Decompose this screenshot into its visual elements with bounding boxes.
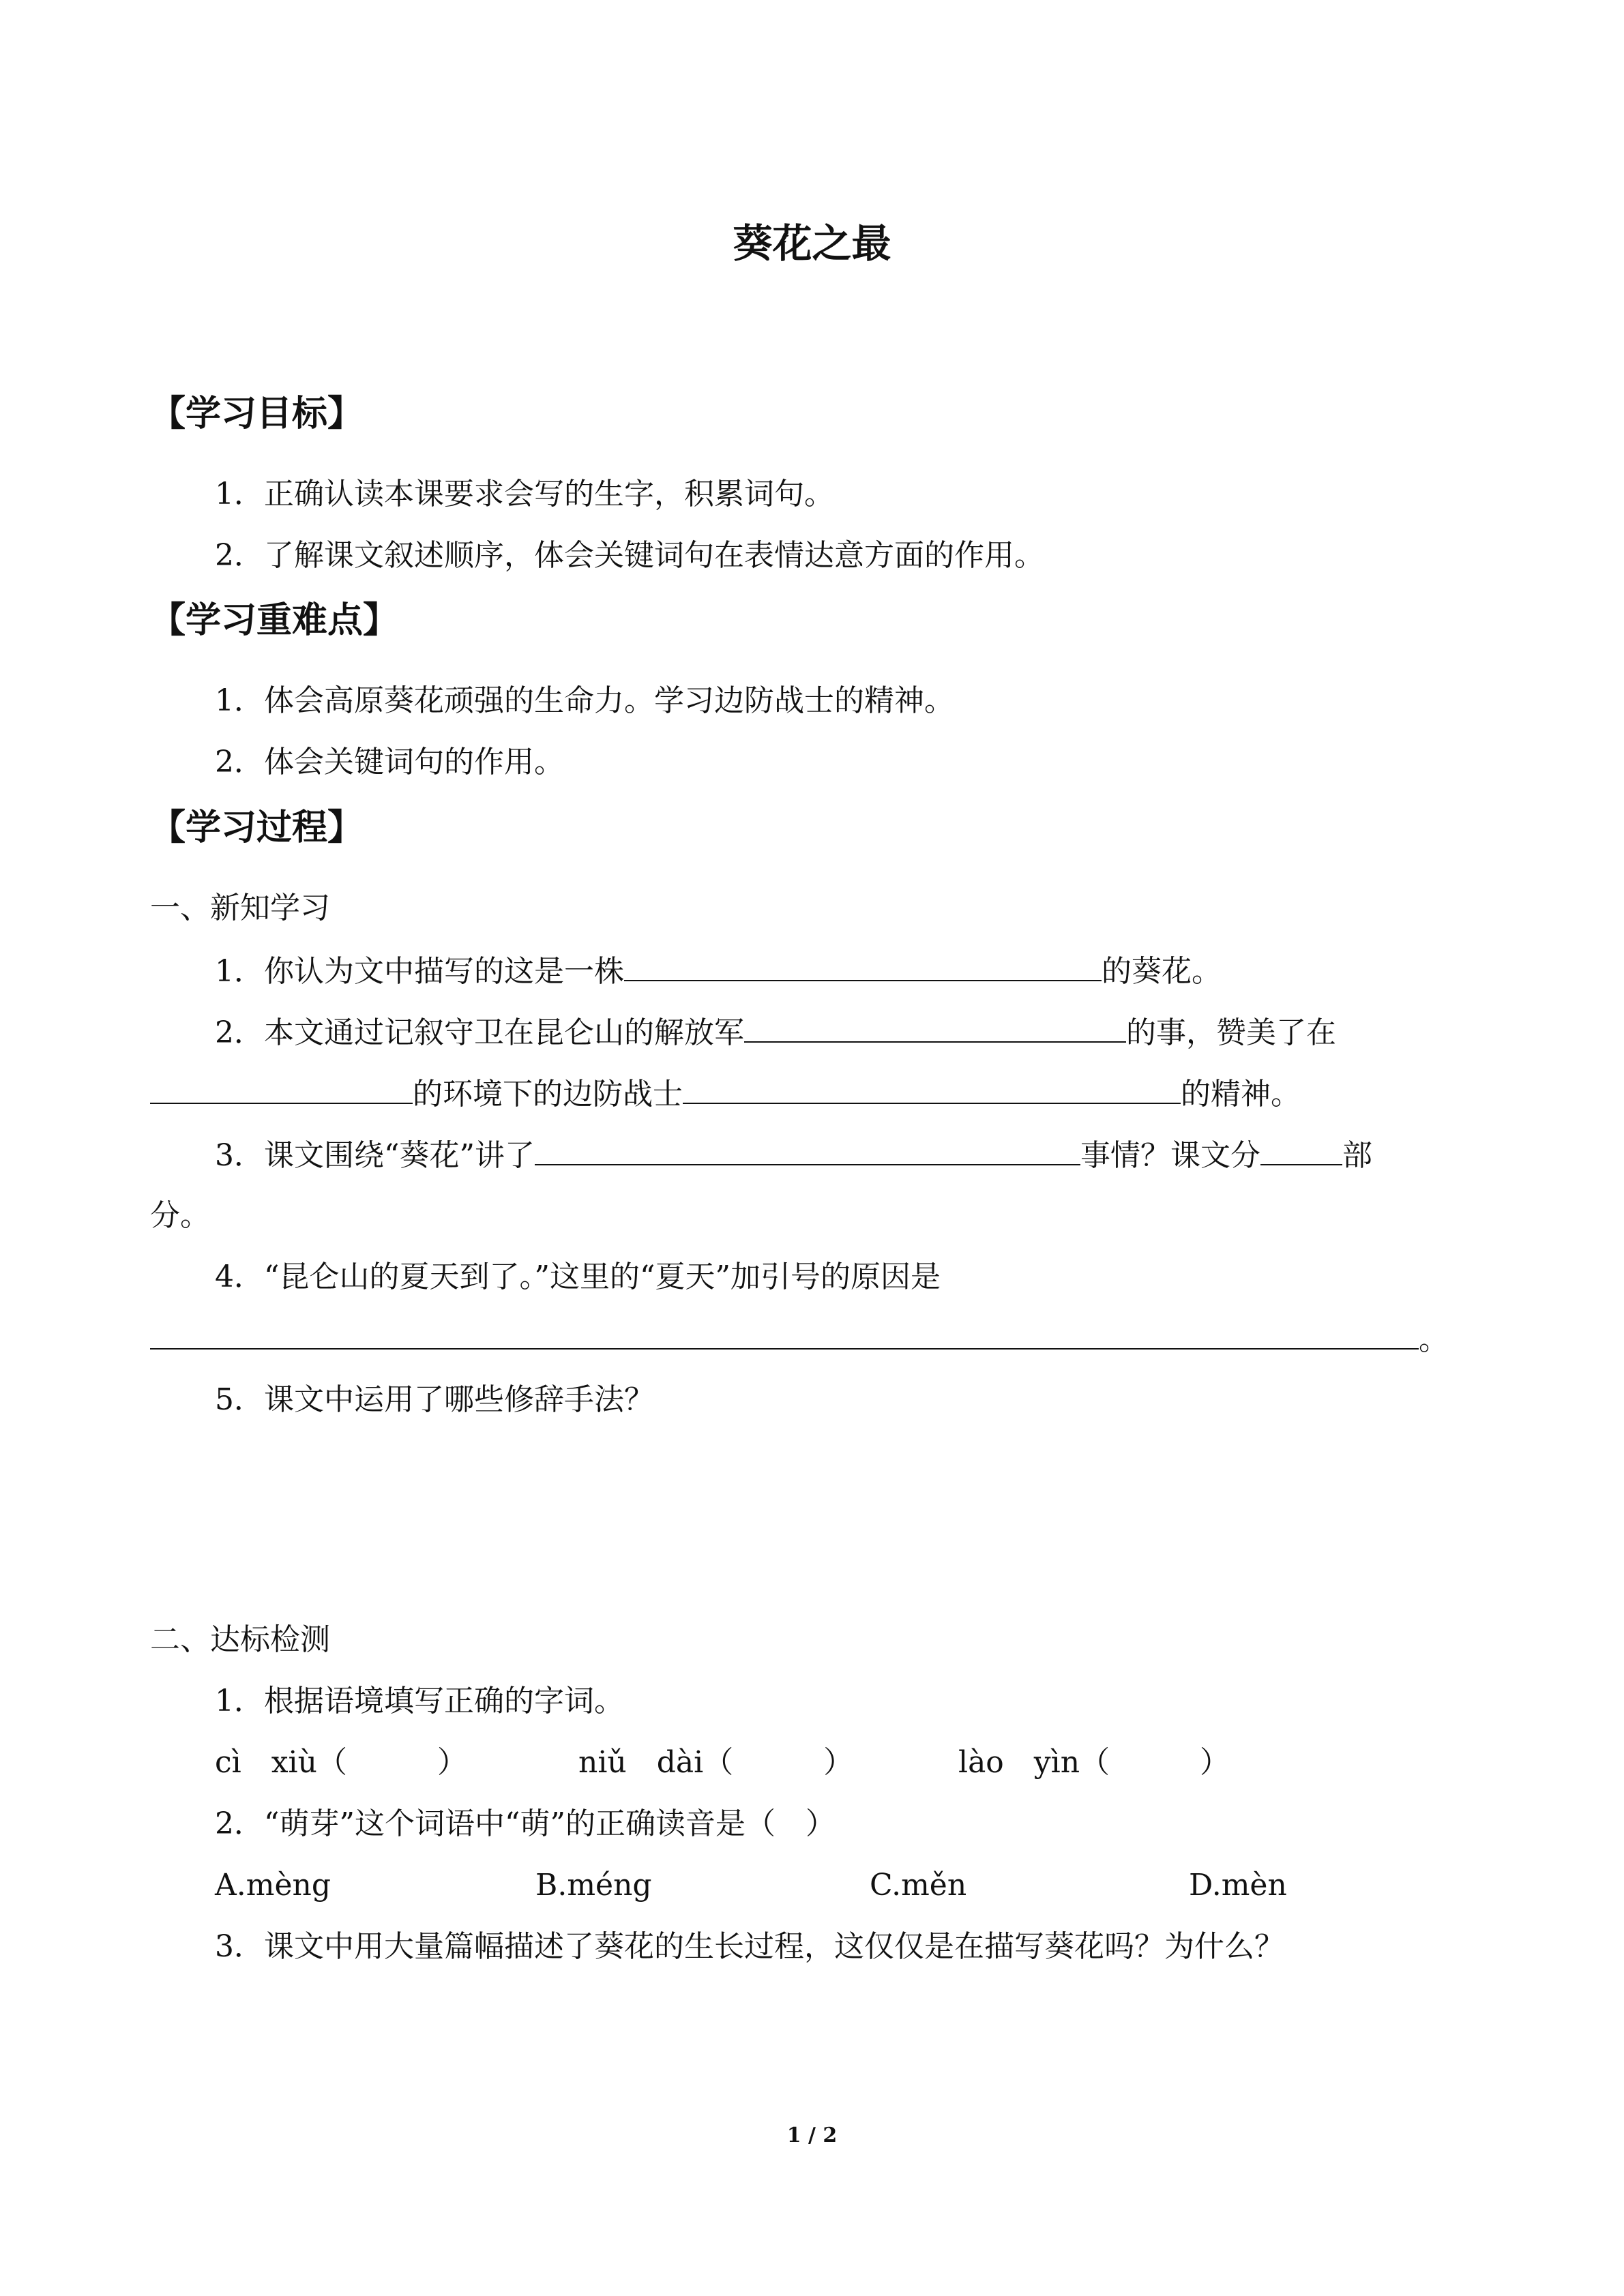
question-text: 的精神。 <box>1181 1077 1301 1112</box>
question-text: 。 <box>1419 1322 1449 1357</box>
question-1-4-answer-line <box>150 1318 1449 1360</box>
answer-blank[interactable] <box>624 950 1102 981</box>
goal-item-1: 1．正确认读本课要求会写的生字，积累词句。 <box>215 477 834 511</box>
option-c: C.měn <box>870 1868 967 1903</box>
option-a: A.mèng <box>215 1868 331 1903</box>
pinyin-item-3: lào yìn（ ） <box>958 1745 1230 1780</box>
question-text: 的事，赞美了在 <box>1126 1015 1336 1050</box>
question-text: 3．课文围绕“葵花”讲了 <box>215 1138 535 1173</box>
question-1-3 <box>215 1134 1372 1176</box>
question-text: 事情？课文分 <box>1080 1138 1260 1173</box>
answer-blank[interactable] <box>150 1318 1419 1350</box>
pinyin-item-1: cì xiù（ ） <box>215 1745 467 1780</box>
question-2-1: 1．根据语境填写正确的字词。 <box>215 1684 624 1718</box>
question-1-2 <box>215 1011 1336 1054</box>
question-2-2: 2．“萌芽”这个词语中“萌”的正确读音是（ ） <box>215 1806 836 1841</box>
pinyin-item-2: niǔ dài（ ） <box>578 1745 854 1780</box>
option-b: B.méng <box>535 1868 652 1903</box>
page-number: 1 / 2 <box>786 2123 838 2147</box>
question-1-2-continued <box>150 1073 1301 1115</box>
part1-heading: 一、新知学习 <box>150 891 330 925</box>
part2-heading: 二、达标检测 <box>150 1622 330 1657</box>
question-1-5: 5．课文中运用了哪些修辞手法？ <box>215 1382 654 1417</box>
answer-blank[interactable] <box>535 1134 1080 1165</box>
question-text: 1．你认为文中描写的这是一株 <box>215 954 624 989</box>
question-2-3: 3．课文中用大量篇幅描述了葵花的生长过程，这仅仅是在描写葵花吗？为什么？ <box>215 1929 1284 1964</box>
page-title: 葵花之最 <box>733 220 891 267</box>
question-text: 部 <box>1342 1138 1372 1173</box>
key-point-item-1: 1．体会高原葵花顽强的生命力。学习边防战士的精神。 <box>215 683 954 718</box>
key-point-item-2: 2．体会关键词句的作用。 <box>215 745 564 779</box>
option-d: D.mèn <box>1189 1868 1287 1903</box>
section-heading-key-points: 【学习重难点】 <box>150 600 399 641</box>
question-text: 的葵花。 <box>1102 954 1222 989</box>
question-1-1 <box>215 950 1222 992</box>
question-text: 的环境下的边防战士 <box>413 1077 683 1112</box>
question-1-4: 4．“昆仑山的夏天到了。”这里的“夏天”加引号的原因是 <box>215 1259 941 1294</box>
section-heading-process: 【学习过程】 <box>150 807 364 848</box>
question-1-3-continued: 分。 <box>150 1198 210 1233</box>
section-heading-goals: 【学习目标】 <box>150 393 364 434</box>
question-text: 2．本文通过记叙守卫在昆仑山的解放军 <box>215 1015 744 1050</box>
answer-blank[interactable] <box>150 1073 413 1104</box>
answer-blank[interactable] <box>1260 1134 1342 1165</box>
goal-item-2: 2．了解课文叙述顺序，体会关键词句在表情达意方面的作用。 <box>215 538 1044 573</box>
answer-blank[interactable] <box>683 1073 1181 1104</box>
answer-blank[interactable] <box>744 1011 1126 1043</box>
